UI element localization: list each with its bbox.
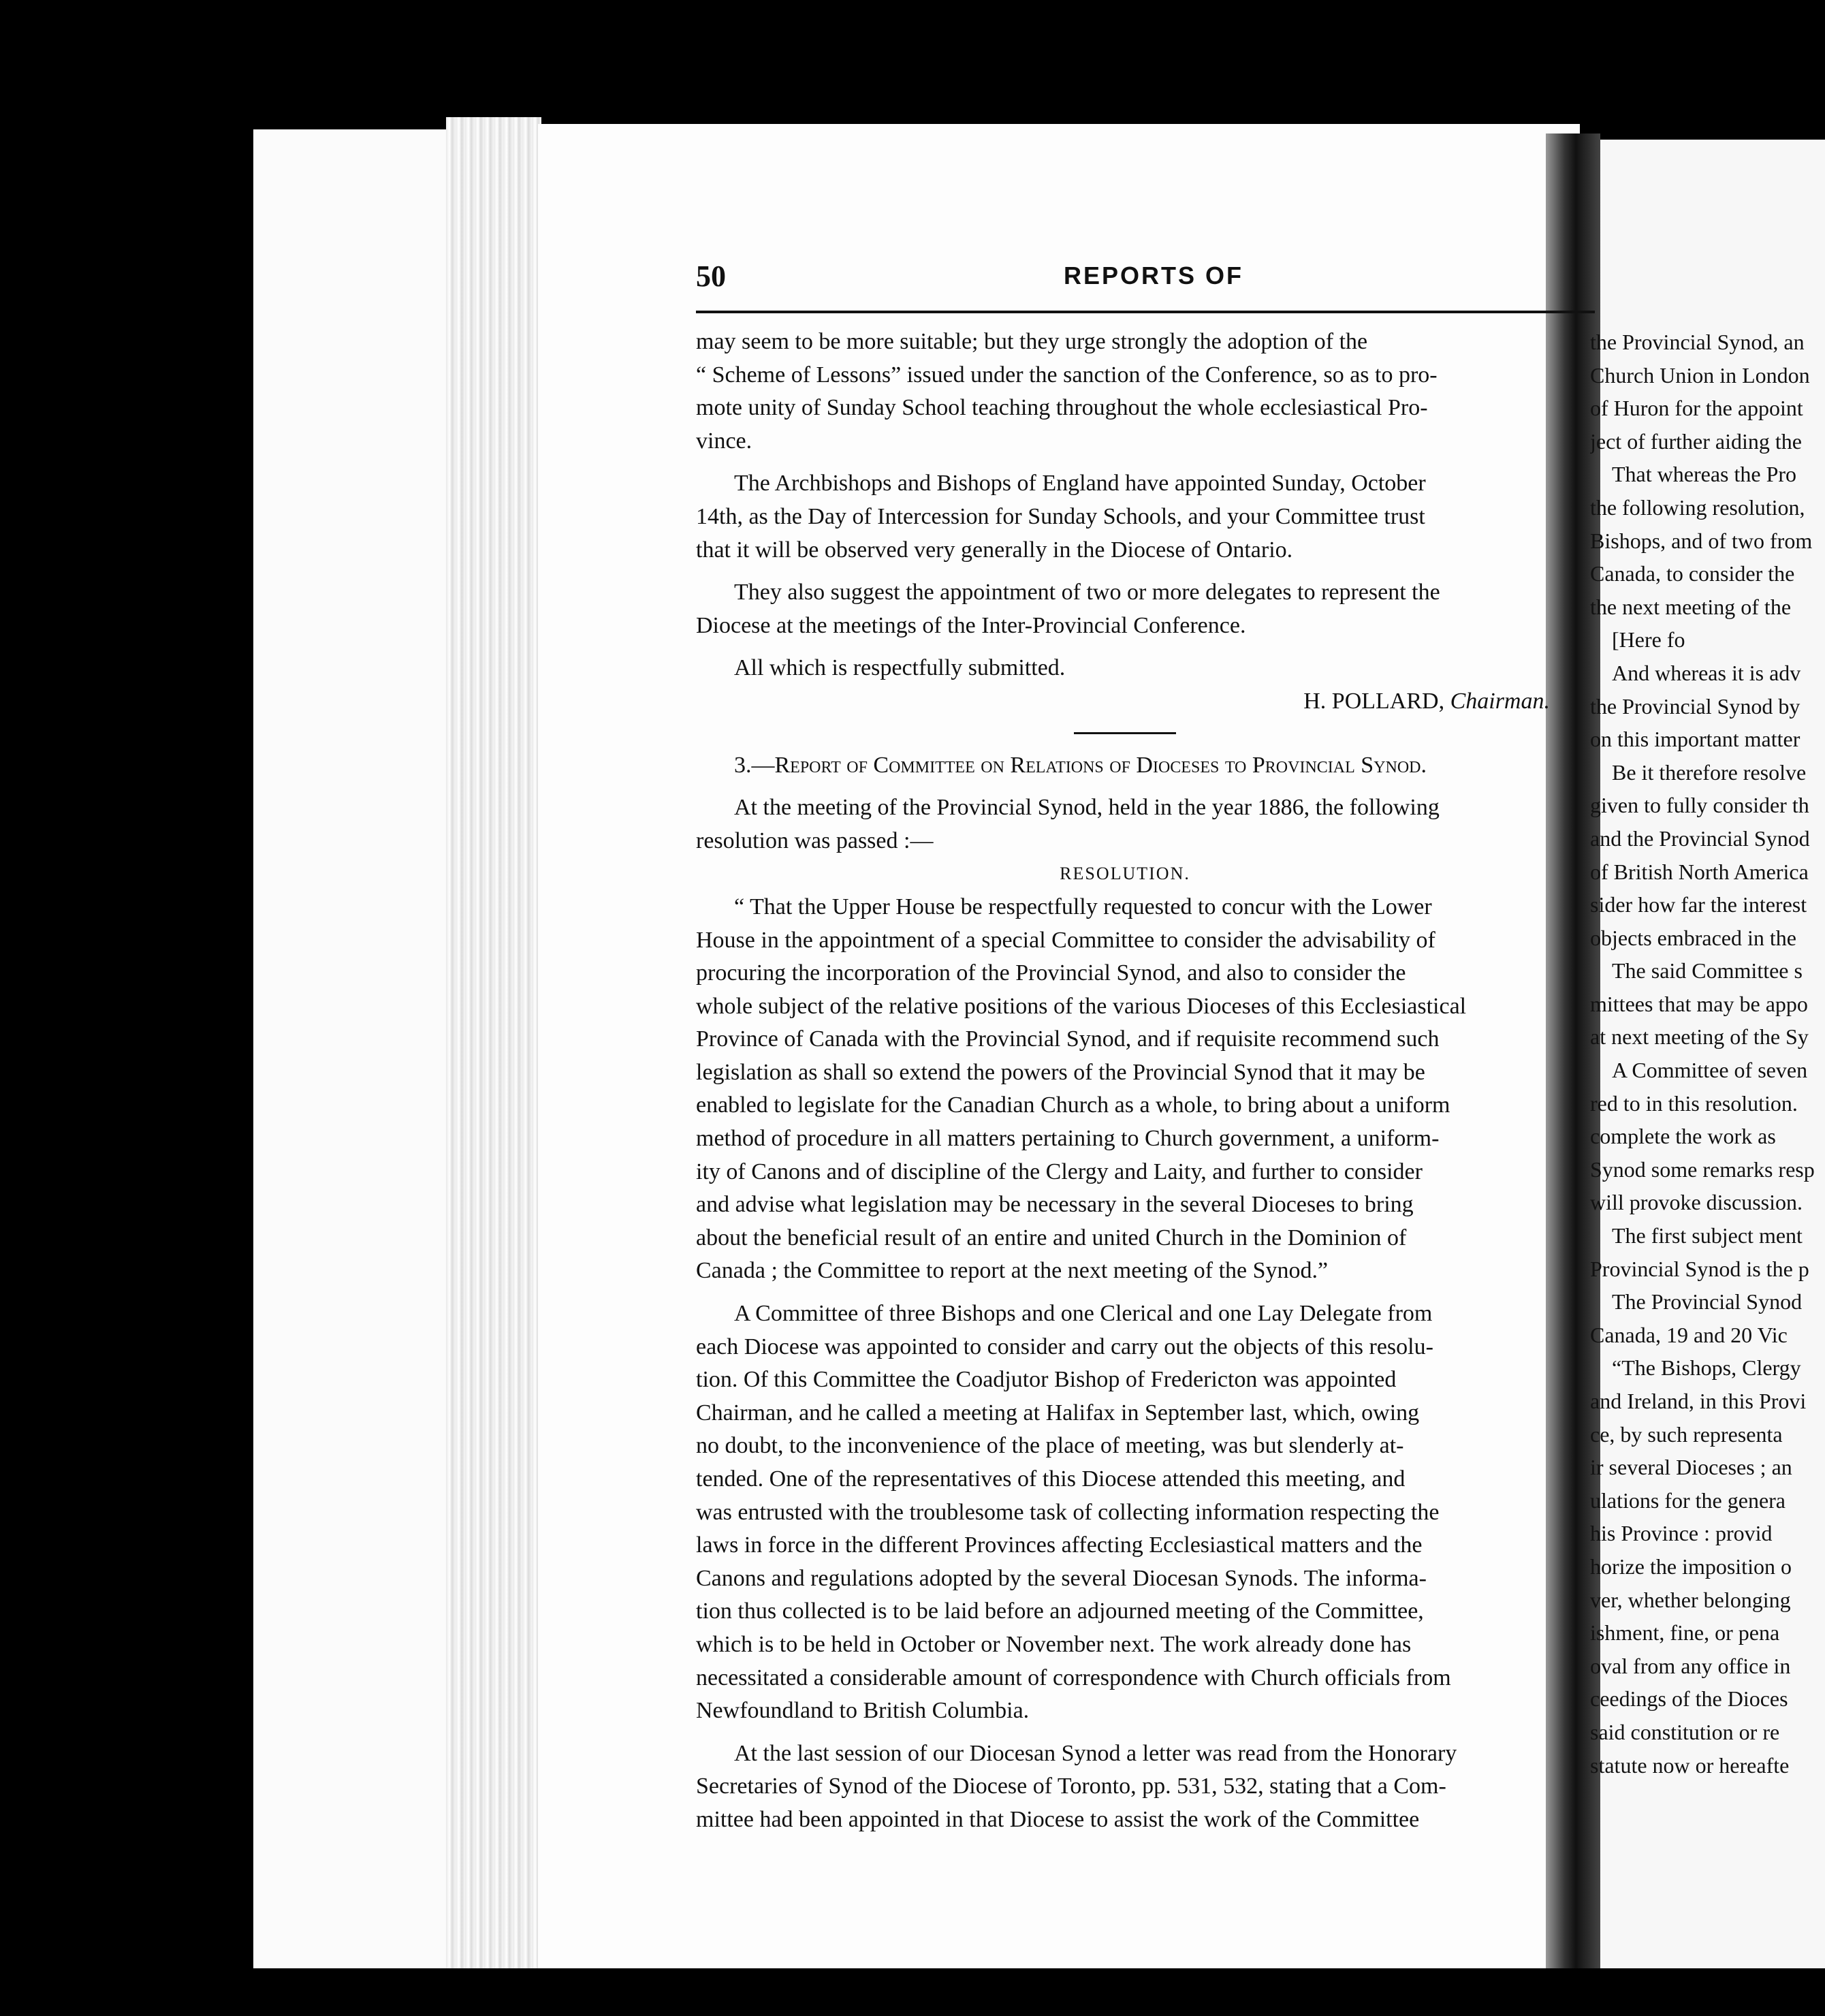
- text-line: At the last session of our Diocesan Synod a letter was read from the Honorary: [734, 1740, 1457, 1766]
- right-text-line: ject of further aiding the: [1590, 428, 1802, 454]
- right-text-line: horize the imposition o: [1590, 1554, 1792, 1579]
- right-text-line: his Province : provid: [1590, 1521, 1773, 1546]
- right-text-line: “The Bishops, Clergy: [1612, 1355, 1801, 1381]
- right-text-line: Canada, 19 and 20 Vic: [1590, 1322, 1788, 1347]
- text-line: tended. One of the representatives of this Diocese attended this meeting, and: [696, 1466, 1406, 1492]
- text-line: was entrusted with the troublesome task of collecting information respecting the: [696, 1499, 1440, 1525]
- right-text-line: complete the work as: [1590, 1124, 1776, 1149]
- text-line: They also suggest the appointment of two or more delegates to represent the: [734, 580, 1440, 605]
- text-line: mittee had been appointed in that Diocese to assist the work of the Committee: [696, 1806, 1420, 1832]
- right-text-line: will provoke discussion.: [1590, 1190, 1803, 1215]
- text-line: tion thus collected is to be laid before an adjourned meeting of the Committee,: [696, 1598, 1424, 1624]
- right-page-text: [1590, 326, 1825, 1919]
- text-line: Canons and regulations adopted by the several Diocesan Synods. The informa-: [696, 1565, 1427, 1591]
- page-number: 50: [696, 259, 726, 293]
- paragraph-gap: [696, 782, 1554, 791]
- text-line: “ Scheme of Lessons” issued under the sanction of the Conference, so as to pro-: [696, 362, 1438, 388]
- text-line: tion. Of this Committee the Coadjutor Bishop of Fredericton was appointed: [696, 1367, 1397, 1393]
- text-line: 14th, as the Day of Intercession for Sunday Schools, and your Committee trust: [696, 503, 1425, 529]
- right-text-line: [Here fo: [1612, 627, 1685, 652]
- text-line: A Committee of three Bishops and one Clerical and one Lay Delegate from: [734, 1301, 1433, 1327]
- text-line: about the beneficial result of an entire and united Church in the Dominion of: [696, 1225, 1407, 1250]
- text-line: no doubt, to the inconvenience of the place of meeting, was but slenderly at-: [696, 1433, 1404, 1459]
- text-line: ity of Canons and of discipline of the Clergy and Laity, and further to consider: [696, 1159, 1423, 1184]
- text-line: vince.: [696, 428, 752, 454]
- right-text-line: given to fully consider th: [1590, 793, 1809, 818]
- right-text-line: ulations for the genera: [1590, 1487, 1786, 1513]
- right-text-line: the Provincial Synod by: [1590, 693, 1800, 719]
- page-header: [696, 259, 1595, 300]
- right-text-line: Canada, to consider the: [1590, 561, 1795, 586]
- right-text-line: Be it therefore resolve: [1612, 759, 1807, 785]
- text-line: enabled to legislate for the Canadian Church as a whole, to bring about a uniform: [696, 1092, 1450, 1118]
- right-text-line: Bishops, and of two from: [1590, 528, 1813, 553]
- right-text-line: on this important matter: [1590, 727, 1800, 752]
- left-page-text: [696, 326, 1554, 1919]
- text-line: resolution was passed :—: [696, 828, 934, 853]
- right-text-line: ishment, fine, or pena: [1590, 1620, 1780, 1645]
- right-text-line: And whereas it is adv: [1612, 660, 1801, 685]
- text-line: Chairman, and he called a meeting at Halifax in September last, which, owing: [696, 1400, 1420, 1426]
- paragraph-gap: [696, 458, 1554, 467]
- right-text-line: ce, by such representa: [1590, 1421, 1783, 1447]
- text-line: legislation as shall so extend the powers of the Provincial Synod that it may be: [696, 1059, 1425, 1085]
- text-line: that it will be observed very generally in the Diocese of Ontario.: [696, 537, 1293, 563]
- right-text-line: A Committee of seven: [1612, 1058, 1808, 1083]
- right-text-line: of Huron for the appoint: [1590, 396, 1803, 421]
- right-text-line: ceedings of the Dioces: [1590, 1686, 1788, 1712]
- text-line: Province of Canada with the Provincial Synod, and if requisite recommend such: [696, 1026, 1440, 1052]
- running-head: REPORTS OF: [1064, 262, 1244, 289]
- paragraph-gap: [696, 642, 1554, 652]
- text-line: may seem to be more suitable; but they urge strongly the adoption of the: [696, 329, 1368, 354]
- right-text-line: The first subject ment: [1612, 1223, 1803, 1248]
- right-text-line: the Provincial Synod, an: [1590, 330, 1805, 354]
- right-text-line: the next meeting of the: [1590, 594, 1792, 619]
- right-text-line: The said Committee s: [1612, 958, 1803, 983]
- text-line: laws in force in the different Provinces affecting Ecclesiastical matters and the: [696, 1532, 1423, 1558]
- right-text-line: The Provincial Synod: [1612, 1289, 1803, 1314]
- right-text-line: and Ireland, in this Provi: [1590, 1389, 1807, 1413]
- right-text-line: ver, whether belonging: [1590, 1587, 1791, 1612]
- section-separator: [1074, 732, 1176, 734]
- text-line: 3.—Report of Committee on Relations of Dioceses to Provincial Synod.: [734, 752, 1427, 778]
- text-line: RESOLUTION.: [1060, 864, 1190, 884]
- text-line: and advise what legislation may be necessary in the several Dioceses to bring: [696, 1192, 1414, 1218]
- right-text-line: red to in this resolution.: [1590, 1090, 1798, 1116]
- right-text-line: That whereas the Pro: [1612, 462, 1797, 487]
- right-text-line: statute now or hereafte: [1590, 1752, 1790, 1778]
- text-line: necessitated a considerable amount of correspondence with Church officials from: [696, 1665, 1451, 1690]
- right-text-line: objects embraced in the: [1590, 925, 1796, 950]
- text-line: H. POLLARD, Chairman.: [1303, 688, 1550, 714]
- paragraph-gap: [696, 567, 1554, 576]
- right-text-line: the following resolution,: [1590, 494, 1805, 520]
- right-text-line: oval from any office in: [1590, 1653, 1791, 1678]
- right-text-line: said constitution or re: [1590, 1719, 1780, 1744]
- header-rule: [696, 311, 1595, 313]
- text-line: All which is respectfully submitted.: [734, 655, 1066, 681]
- page-stack-edge: [446, 117, 541, 1968]
- right-text-line: Provincial Synod is the p: [1590, 1256, 1809, 1281]
- text-line: Canada ; the Committee to report at the next meeting of the Synod.”: [696, 1258, 1329, 1284]
- text-line: The Archbishops and Bishops of England have appointed Sunday, October: [734, 471, 1426, 497]
- right-text-line: and the Provincial Synod: [1590, 825, 1810, 851]
- paragraph-gap: [696, 1288, 1554, 1297]
- right-text-line: sider how far the interest: [1590, 892, 1807, 917]
- text-line: each Diocese was appointed to consider and carry out the objects of this resolu-: [696, 1334, 1433, 1359]
- right-text-line: Synod some remarks resp: [1590, 1156, 1815, 1182]
- text-line: “ That the Upper House be respectfully requested to concur with the Lower: [734, 894, 1432, 919]
- text-line: Secretaries of Synod of the Diocese of Toronto, pp. 531, 532, stating that a Com-: [696, 1774, 1446, 1799]
- right-text-line: mittees that may be appo: [1590, 991, 1808, 1016]
- text-line: House in the appointment of a special Committee to consider the advisability of: [696, 927, 1435, 953]
- paragraph-gap: [696, 1728, 1554, 1737]
- text-line: Diocese at the meetings of the Inter-Provincial Conference.: [696, 612, 1246, 638]
- right-text-line: of British North America: [1590, 859, 1809, 884]
- right-text-line: Church Union in London: [1590, 362, 1810, 388]
- right-text-line: at next meeting of the Sy: [1590, 1024, 1809, 1050]
- text-line: method of procedure in all matters pertaining to Church government, a uniform-: [696, 1126, 1440, 1152]
- text-line: procuring the incorporation of the Provincial Synod, and also to consider the: [696, 960, 1406, 986]
- text-line: which is to be held in October or November next. The work already done has: [696, 1631, 1412, 1657]
- text-line: At the meeting of the Provincial Synod, held in the year 1886, the following: [734, 795, 1440, 821]
- text-line: mote unity of Sunday School teaching throughout the whole ecclesiastical Pro-: [696, 395, 1428, 421]
- right-text-line: ir several Dioceses ; an: [1590, 1455, 1792, 1480]
- text-line: whole subject of the relative positions of the various Dioceses of this Ecclesiastical: [696, 993, 1467, 1019]
- text-line: Newfoundland to British Columbia.: [696, 1698, 1030, 1724]
